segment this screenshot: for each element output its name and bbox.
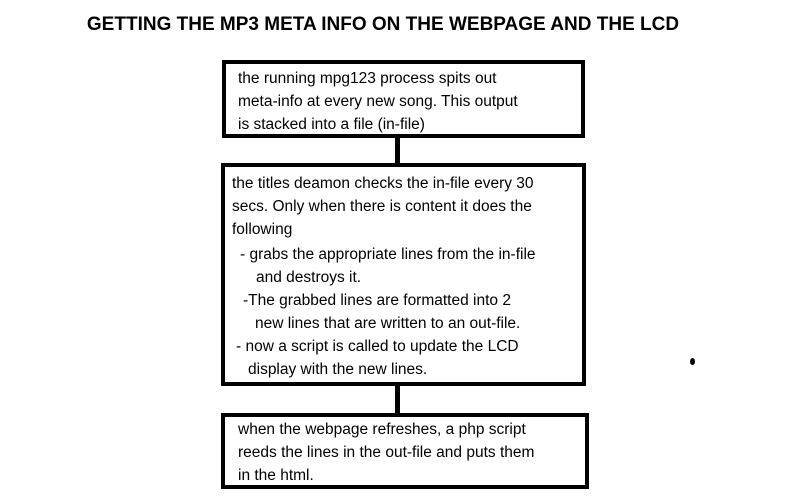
step2-bullet-lcd	[232, 335, 578, 381]
step1-line: meta-info at every new song. This output	[238, 93, 518, 110]
bullet-line: -The grabbed lines are formatted into 2	[243, 292, 511, 309]
bullet-line: - now a script is called to update the LCD	[236, 338, 519, 355]
stray-dot-mark	[690, 358, 695, 365]
step2-intro-line: secs. Only when there is content it does the	[232, 198, 532, 215]
diagram-title: GETTING THE MP3 META INFO ON THE WEBPAGE AND THE LCD	[86, 14, 680, 35]
step-box-php-script	[221, 413, 589, 489]
connector-line-1-2	[395, 136, 400, 164]
bullet-line-continued: new lines that are written to an out-file.	[255, 315, 521, 332]
bullet-line-continued: display with the new lines.	[248, 361, 428, 378]
bullet-line: - grabs the appropriate lines from the in-file	[240, 246, 536, 263]
step-box-mpg123-output	[222, 60, 585, 138]
bullet-line-continued: and destroys it.	[256, 269, 362, 286]
connector-line-2-3	[395, 384, 400, 414]
step2-bullet-format	[232, 289, 578, 335]
step2-intro-line: following	[232, 221, 293, 238]
step3-line: in the html.	[238, 467, 314, 484]
step1-line: the running mpg123 process spits out	[238, 70, 497, 87]
step3-line: reeds the lines in the out-file and puts them	[238, 444, 535, 461]
step1-line: is stacked into a file (in-file)	[238, 116, 425, 133]
step2-intro-line: the titles deamon checks the in-file every 30	[232, 175, 534, 192]
step2-bullet-grab	[232, 243, 578, 289]
step3-line: when the webpage refreshes, a php script	[238, 421, 526, 438]
step-box-titles-daemon	[221, 163, 586, 386]
